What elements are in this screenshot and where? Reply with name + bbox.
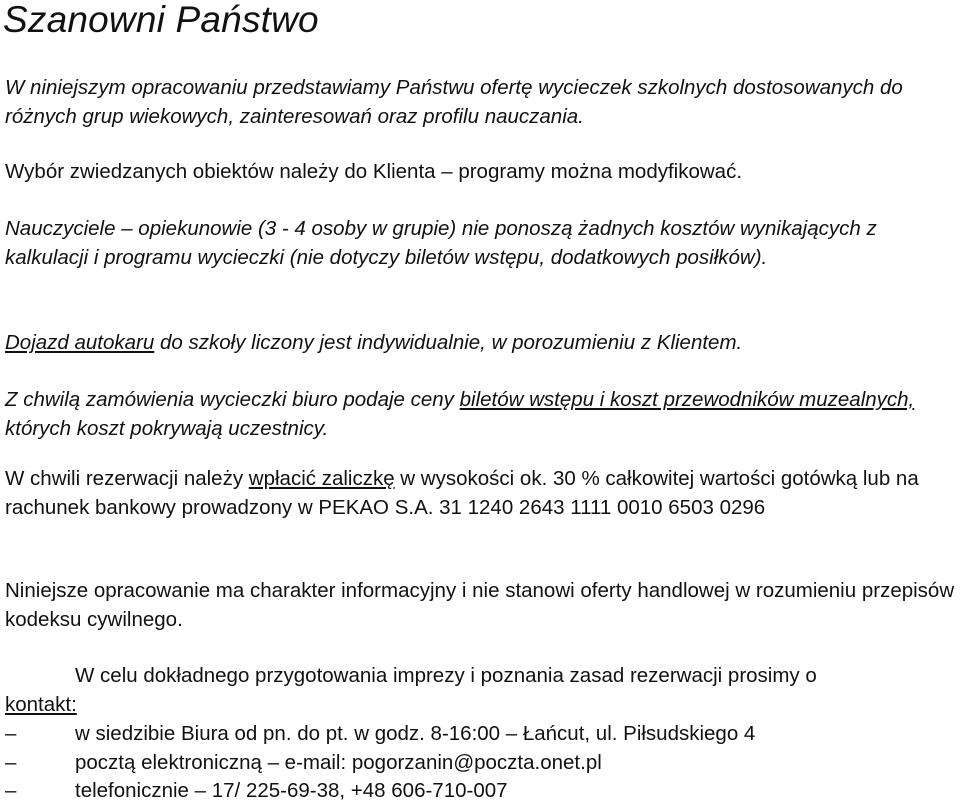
contact-item-email bbox=[5, 748, 602, 777]
contact-paragraph bbox=[5, 661, 955, 719]
tickets-paragraph bbox=[5, 385, 955, 443]
contact-item-text: telefonicznie – 17/ 225-69-38, +48 606-710-007 bbox=[75, 779, 508, 802]
transport-paragraph bbox=[5, 328, 955, 357]
bullet-dash: – bbox=[5, 751, 17, 774]
contact-intro: W celu dokładnego przygotowania imprezy i poznania zasad rezerwacji prosimy o bbox=[75, 664, 817, 687]
tickets-underlined: biletów wstępu i koszt przewodników muzealnych, bbox=[459, 388, 915, 411]
deposit-after: w wysokości ok. 30 % całkowitej wartości gotówką lub na rachunek bankowy prowadzony w PEKAO S.A. 31 1240 2643 1111 0010 6503 0296 bbox=[5, 467, 919, 519]
disclaimer-paragraph: Niniejsze opracowanie ma charakter informacyjny i nie stanowi oferty handlowej w rozumieniu przepisów kodeksu cywilnego. bbox=[5, 579, 955, 631]
tickets-before: Z chwilą zamówienia wycieczki biuro podaje ceny bbox=[5, 388, 460, 411]
contact-item-text: w siedzibie Biura od pn. do pt. w godz. 8-16:00 – Łańcut, ul. Piłsudskiego 4 bbox=[75, 722, 756, 745]
deposit-before: W chwili rezerwacji należy bbox=[5, 467, 249, 490]
contact-item-phone bbox=[5, 776, 508, 805]
deposit-paragraph bbox=[5, 464, 955, 522]
page-title: Szanowni Państwo bbox=[3, 0, 319, 40]
intro-paragraph: W niniejszym opracowaniu przedstawiamy Państwu ofertę wycieczek szkolnych dostosowanych do różnych grup wiekowych, zainteresowań oraz profilu nauczania. bbox=[5, 76, 903, 128]
contact-label: kontakt: bbox=[5, 693, 77, 716]
tickets-after: których koszt pokrywają uczestnicy. bbox=[5, 417, 329, 440]
deposit-underlined: wpłacić zaliczkę bbox=[248, 467, 395, 490]
transport-rest: do szkoły liczony jest indywidualnie, w porozumieniu z Klientem. bbox=[154, 331, 743, 354]
teachers-paragraph: Nauczyciele – opiekunowie (3 - 4 osoby w grupie) nie ponoszą żadnych kosztów wynikających z kalkulacji i programu wycieczki (nie dotyczy biletów wstępu, dodatkowych posiłków). bbox=[5, 217, 877, 269]
choice-paragraph: Wybór zwiedzanych obiektów należy do Klienta – programy można modyfikować. bbox=[5, 160, 743, 183]
contact-item-office bbox=[5, 719, 755, 748]
contact-item-text: pocztą elektroniczną – e-mail: pogorzanin@poczta.onet.pl bbox=[75, 751, 602, 774]
bullet-dash: – bbox=[5, 779, 17, 802]
bullet-dash: – bbox=[5, 722, 17, 745]
transport-underlined: Dojazd autokaru bbox=[5, 331, 155, 354]
